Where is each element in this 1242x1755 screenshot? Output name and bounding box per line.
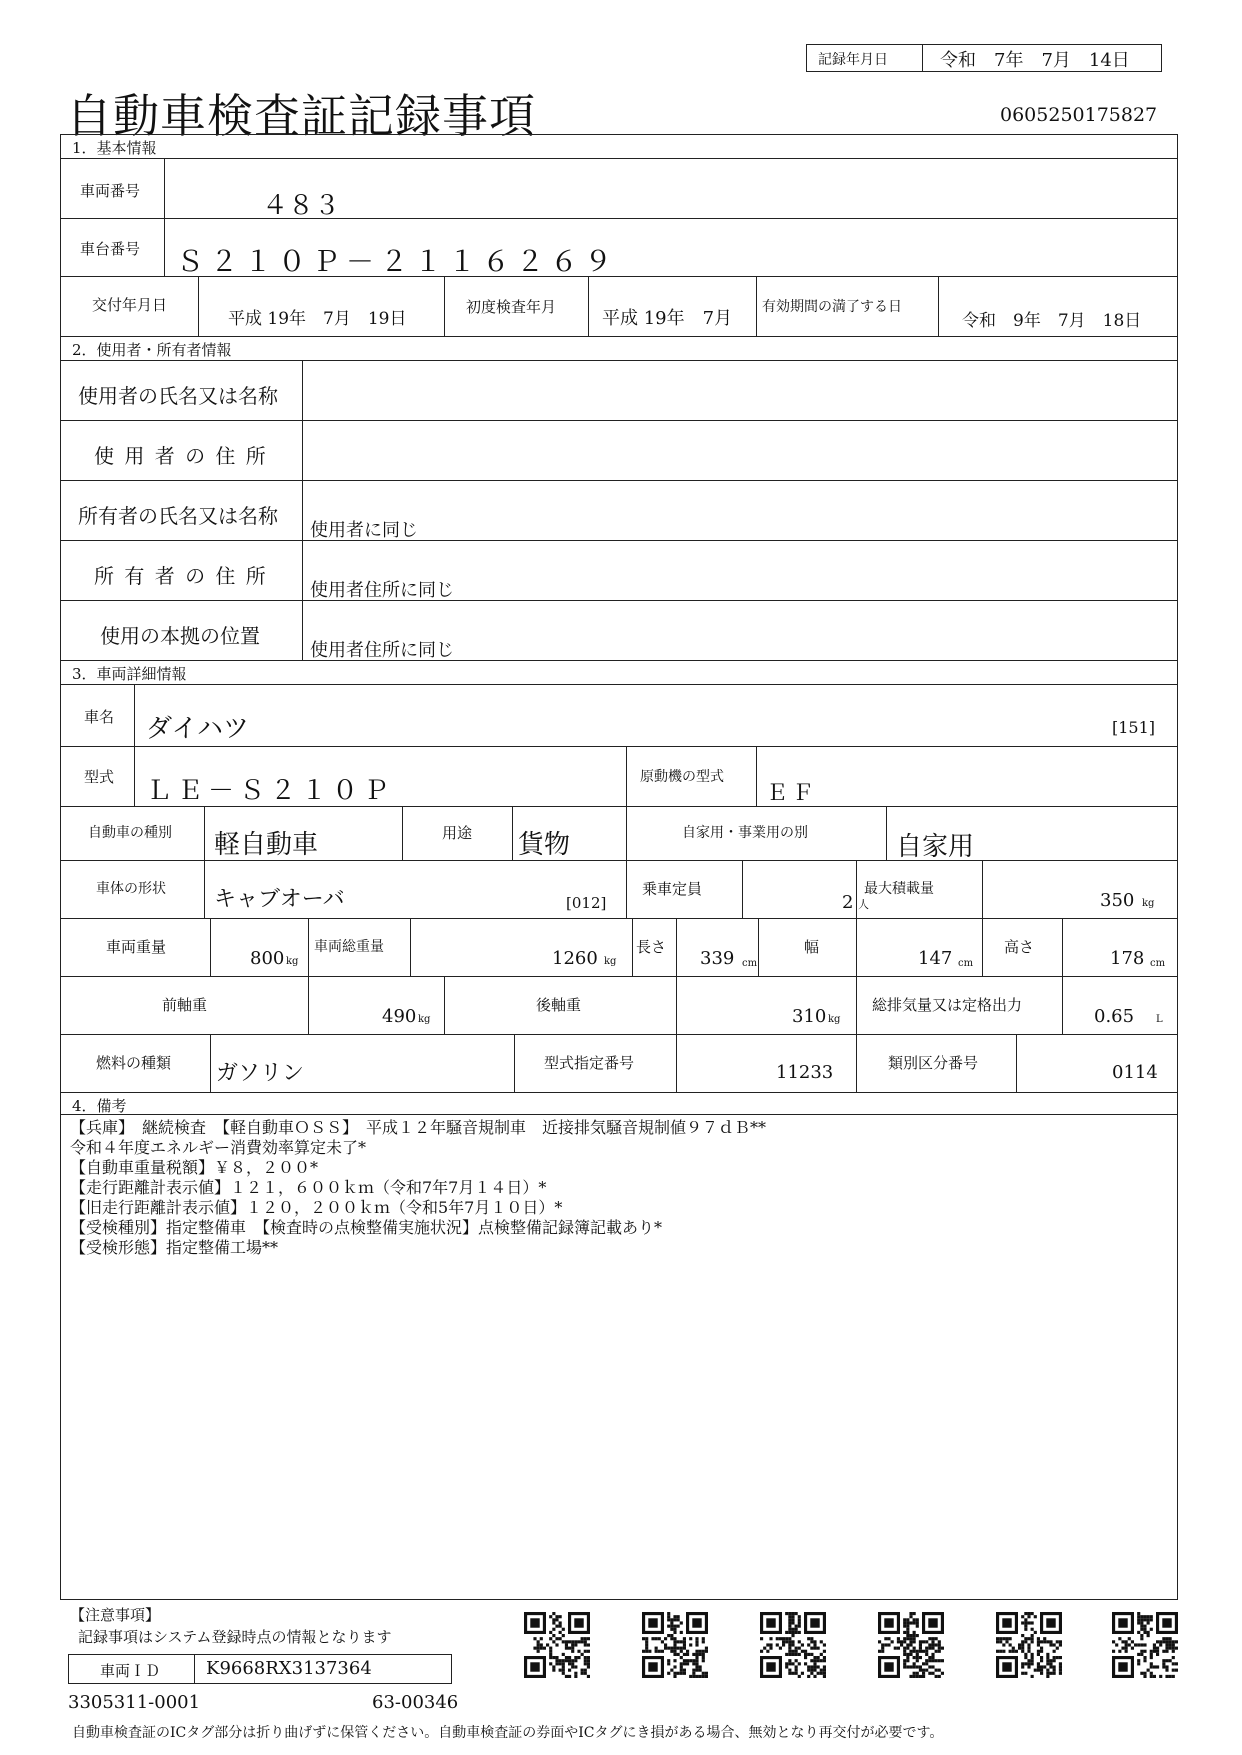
code-1: 3305311-0001 [68,1692,201,1713]
page-title: 自動車検査証記録事項 [66,89,536,143]
qr-code-icon [760,1612,826,1678]
reg-number-value: ４８３ [262,191,341,221]
owner-address-label: 所 有 者 の 住 所 [94,564,268,588]
vehicle-name-value: ダイハツ [146,714,249,744]
remark-line: 【旧走行距離計表示値】１２０，２００ｋｍ（令和5年7月１０日）* [70,1198,563,1217]
engine-model-label: 原動機の型式 [640,769,724,785]
expiry-date-label: 有効期間の満了する日 [762,299,902,315]
gross-weight-unit: kg [604,956,617,967]
expiry-date-value: 令和 9年 7月 18日 [962,311,1142,331]
chassis-number-value: Ｓ２１０Ｐ－２１１６２６９ [176,245,619,278]
vehicle-id-label: 車両ＩＤ [100,1662,161,1680]
gross-weight-label: 車両総重量 [314,939,384,955]
capacity-label: 乗車定員 [642,880,703,898]
max-load-value: 350 [1100,890,1135,911]
remark-line: 令和４年度エネルギー消費効率算定未了* [70,1138,367,1157]
section-vehicle-title: 3．車両詳細情報 [72,665,187,683]
first-inspection-value: 平成 19年 7月 [602,308,733,329]
qr-code-icon [996,1612,1062,1678]
remark-line: 【自動車重量税額】￥８，２００* [70,1158,319,1177]
private-business-value: 自家用 [896,832,975,862]
base-location-label: 使用の本拠の位置 [100,624,260,648]
remark-line: 【走行距離計表示値】１２１，６００ｋｍ（令和7年7月１４日）* [70,1178,547,1197]
front-axle-value: 490 [382,1006,417,1027]
class-number-label: 類別区分番号 [888,1054,979,1072]
vehicle-name-label: 車名 [84,708,115,726]
qr-code-icon [524,1612,590,1678]
issue-date-label: 交付年月日 [92,296,168,314]
vehicle-id-value: K9668RX3137364 [206,1658,372,1679]
first-inspection-label: 初度検査年月 [466,298,557,316]
vehicle-weight-label: 車両重量 [106,938,167,956]
displacement-unit: L [1156,1014,1163,1025]
body-shape-code: [012] [566,894,607,912]
capacity-unit: 人 [858,898,869,911]
remark-line: 【受検種別】指定整備車 【検査時の点検整備実施状況】点検整備記録簿記載あり* [70,1218,663,1237]
vehicle-kind-value: 軽自動車 [214,830,319,860]
reg-number-label: 車両番号 [80,182,141,200]
notice-text: 記録事項はシステム登録時点の情報となります [78,1628,392,1646]
usage-value: 貨物 [518,830,571,860]
width-value: 147 [918,948,953,969]
height-unit: cm [1150,958,1166,969]
remark-line: 【兵庫】 継続検査 【軽自動車ＯＳＳ】 平成１２年騒音規制車 近接排気騒音規制値９７ｄＢ** [70,1118,767,1137]
owner-address-value: 使用者住所に同じ [310,580,454,601]
user-name-label: 使用者の氏名又は名称 [78,384,278,408]
chassis-number-label: 車台番号 [80,240,141,258]
owner-name-value: 使用者に同じ [310,520,418,541]
displacement-value: 0.65 [1094,1006,1135,1027]
user-address-label: 使 用 者 の 住 所 [94,444,268,468]
remark-line: 【受検形態】指定整備工場** [70,1238,279,1257]
section-remarks-title: 4．備考 [72,1097,127,1115]
class-number-value: 0114 [1112,1062,1158,1083]
record-date-value: 令和 7年 7月 14日 [940,50,1130,71]
length-unit: cm [742,958,758,969]
fuel-type-label: 燃料の種類 [96,1054,172,1072]
displacement-label: 総排気量又は定格出力 [872,996,1023,1014]
width-label: 幅 [804,938,820,956]
length-label: 長さ [636,938,667,956]
type-designation-value: 11233 [776,1062,834,1083]
width-unit: cm [958,958,974,969]
front-axle-unit: kg [418,1014,431,1025]
vehicle-weight-value: 800 [250,948,285,969]
gross-weight-value: 1260 [552,948,598,969]
type-designation-label: 型式指定番号 [544,1054,635,1072]
front-axle-label: 前軸重 [162,996,208,1014]
base-location-value: 使用者住所に同じ [310,640,454,661]
rear-axle-label: 後軸重 [536,996,582,1014]
max-load-unit: kg [1142,898,1155,909]
vehicle-name-code: [151] [1112,718,1156,737]
body-shape-label: 車体の形状 [96,881,166,897]
capacity-value: 2 [842,892,854,913]
qr-code-icon [1112,1612,1178,1678]
bottom-notice: 自動車検査証のICタグ部分は折り曲げずに保管ください。自動車検査証の券面やICタグにき損がある場合、無効となり再交付が必要です。 [72,1725,944,1741]
doc-number: 0605250175827 [1000,104,1158,126]
model-label: 型式 [84,768,115,786]
rear-axle-unit: kg [828,1014,841,1025]
body-shape-value: キャブオーバ [214,887,345,912]
model-value: ＬＥ－Ｓ２１０Ｐ [146,776,395,806]
record-date-label: 記録年月日 [818,52,888,68]
notice-title: 【注意事項】 [70,1606,161,1624]
length-value: 339 [700,948,735,969]
height-label: 高さ [1004,938,1035,956]
vehicle-kind-label: 自動車の種別 [88,825,172,841]
qr-code-icon [642,1612,708,1678]
engine-model-value: ＥＦ [766,781,819,806]
max-load-label: 最大積載量 [864,881,934,897]
private-business-label: 自家用・事業用の別 [682,825,808,841]
section-basic-title: 1．基本情報 [72,139,157,157]
height-value: 178 [1110,948,1145,969]
usage-label: 用途 [442,824,473,842]
issue-date-value: 平成 19年 7月 19日 [228,309,407,329]
fuel-type-value: ガソリン [216,1061,305,1086]
section-owner-title: 2．使用者・所有者情報 [72,341,232,359]
vehicle-weight-unit: kg [286,956,299,967]
qr-code-icon [878,1612,944,1678]
owner-name-label: 所有者の氏名又は名称 [78,504,278,528]
rear-axle-value: 310 [792,1006,827,1027]
remarks-body [70,1118,766,1258]
code-2: 63-00346 [372,1692,459,1713]
